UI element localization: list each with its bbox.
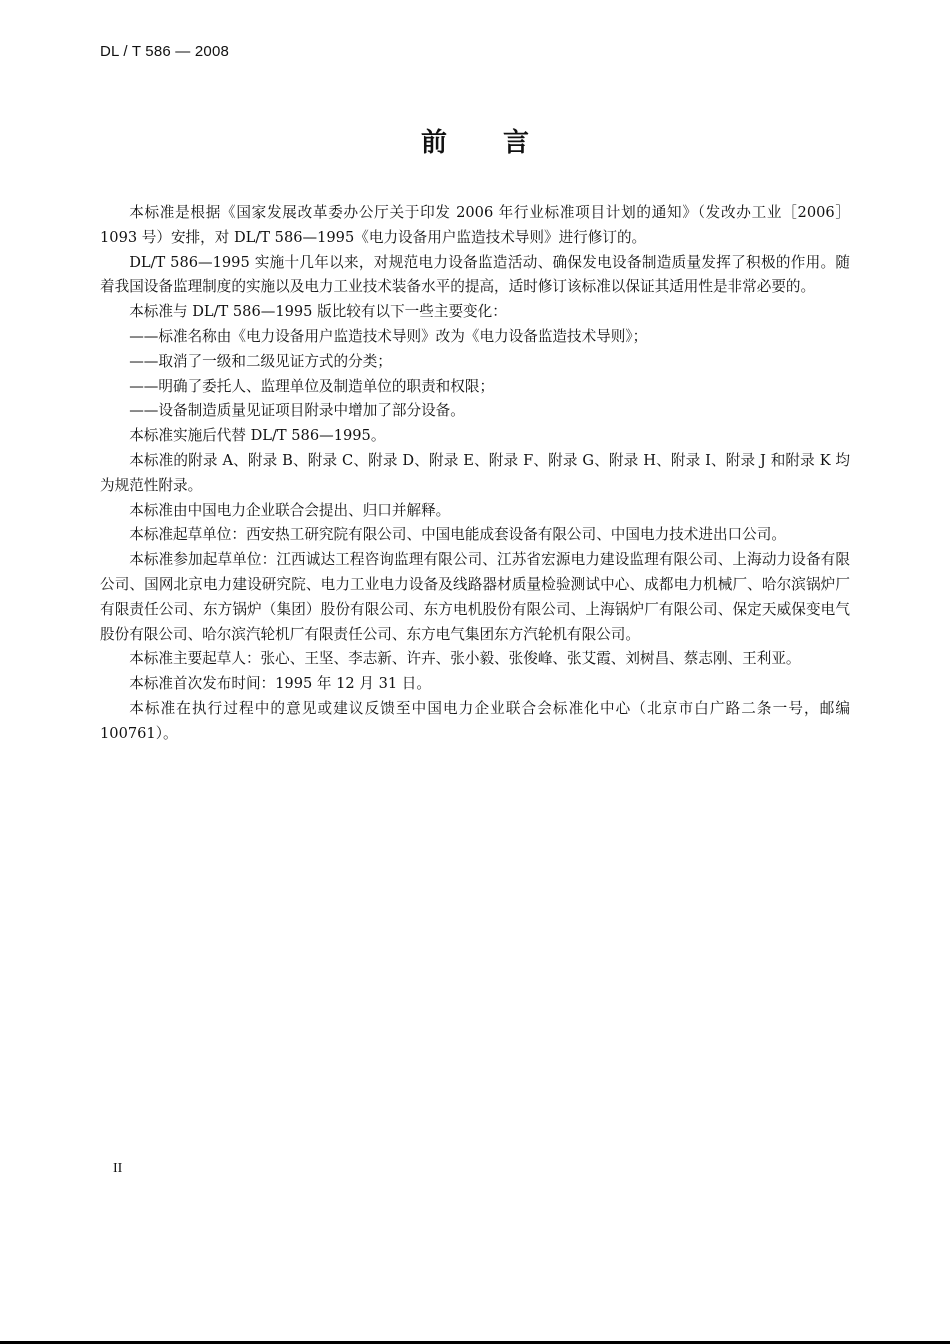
page-title: 前言 (420, 128, 585, 158)
paragraph: 本标准是根据《国家发展改革委办公厅关于印发 2006 年行业标准项目计划的通知》（发改办工业［2006］1093 号）安排，对 DL/T 586—1995《电力设备用户监造技术导则》进行修订的。 (100, 204, 850, 246)
paragraph: 本标准由中国电力企业联合会提出、归口并解释。 (129, 501, 451, 519)
change-list-item: ——取消了一级和二级见证方式的分类； (129, 352, 392, 370)
change-list-item: ——设备制造质量见证项目附录中增加了部分设备。 (129, 402, 465, 420)
paragraph: 本标准实施后代替 DL/T 586—1995。 (129, 427, 386, 445)
paragraph: 本标准在执行过程中的意见或建议反馈至中国电力企业联合会标准化中心（北京市白广路二条一号，邮编 100761）。 (100, 699, 850, 742)
paragraph: 本标准与 DL/T 586—1995 版比较有以下一些主要变化： (129, 303, 507, 321)
change-list-item: ——明确了委托人、监理单位及制造单位的职责和权限； (129, 377, 495, 395)
paragraph: 本标准的附录 A、附录 B、附录 C、附录 D、附录 E、附录 F、附录 G、附录 H、附录 I、附录 J 和附录 K 均为规范性附录。 (100, 451, 850, 494)
standard-code-header: DL / T 586 — 2008 (100, 43, 230, 60)
paragraph: 本标准首次发布时间：1995 年 12 月 31 日。 (129, 675, 431, 693)
foreword-body (100, 201, 850, 747)
paragraph: 本标准参加起草单位：江西诚达工程咨询监理有限公司、江苏省宏源电力建设监理有限公司、上海动力设备有限公司、国网北京电力建设研究院、电力工业电力设备及线路器材质量检验测试中心、成都电力机械厂、哈尔滨锅炉厂有限责任公司、东方锅炉（集团）股份有限公司、东方电机股份有限公司、上海锅炉厂有限公司、保定天威保变电气股份有限公司、哈尔滨汽轮机厂有限责任公司、东方电气集团东方汽轮机有限公司。 (100, 551, 850, 643)
page-number: II (113, 1161, 123, 1176)
paragraph: 本标准起草单位：西安热工研究院有限公司、中国电能成套设备有限公司、中国电力技术进出口公司。 (129, 526, 786, 544)
paragraph: 本标准主要起草人：张心、王坚、李志新、许卉、张小毅、张俊峰、张艾霞、刘树昌、蔡志刚、王利亚。 (129, 650, 801, 668)
paragraph: DL/T 586—1995 实施十几年以来，对规范电力设备监造活动、确保发电设备制造质量发挥了积极的作用。随着我国设备监理制度的实施以及电力工业技术装备水平的提高，适时修订该标准以保证其适用性是非常必要的。 (100, 253, 850, 296)
change-list-item: ——标准名称由《电力设备用户监造技术导则》改为《电力设备监造技术导则》； (129, 327, 648, 345)
